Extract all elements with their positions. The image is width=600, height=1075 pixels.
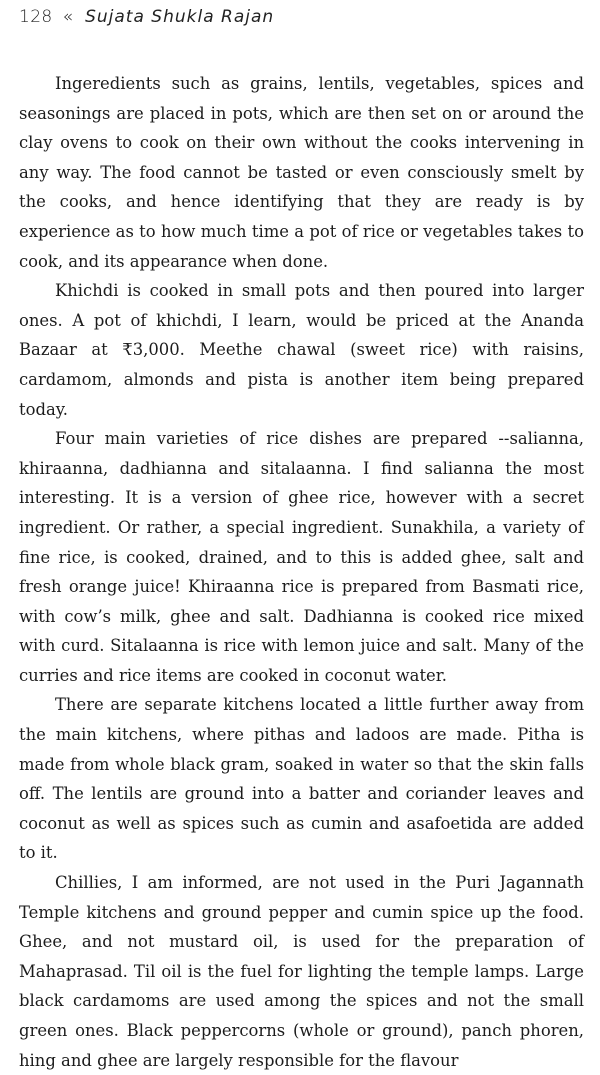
paragraph: Ingeredients such as grains, lentils, vegetables, spices and seasonings are placed in pots, which are then set on or around the clay ovens to cook on their own without the cooks intervening in any way. The food cannot be tasted or even consciously smelt by the cooks, and hence identifying that they are ready is by experience as to how much time a pot of rice or vegetables takes to cook, and its appearance when done. <box>19 74 584 271</box>
author-name: Sujata Shukla Rajan <box>85 7 275 27</box>
body-text <box>19 69 584 1075</box>
header-separator: « <box>62 7 74 27</box>
page-number: 128 <box>19 7 53 27</box>
paragraph: Khichdi is cooked in small pots and then poured into larger ones. A pot of khichdi, I learn, would be priced at the Ananda Bazaar at ₹3,000. Meethe chawal (sweet rice) with raisins, cardamom, almonds and pista is another item being prepared today. <box>19 281 584 419</box>
paragraph: Four main varieties of rice dishes are prepared --salianna, khiraanna, dadhianna and sitalaanna. I find salianna the most interesting. It is a version of ghee rice, however with a secret ingredient. Or rather, a special ingredient. Sunakhila, a variety of fine rice, is cooked, drained, and to this is added ghee, salt and fresh orange juice! Khiraanna rice is prepared from Basmati rice, with cow’s milk, ghee and salt. Dadhianna is cooked rice mixed with curd. Sitalaanna is rice with lemon juice and salt. Many of the curries and rice items are cooked in coconut water. <box>19 429 584 685</box>
paragraph: There are separate kitchens located a little further away from the main kitchens, where pithas and ladoos are made. Pitha is made from whole black gram, soaked in water so that the skin falls off. The lentils are ground into a batter and coriander leaves and coconut as well as spices such as cumin and asafoetida are added to it. <box>19 695 584 863</box>
running-header <box>19 0 584 37</box>
paragraph: Chillies, I am informed, are not used in the Puri Jagannath Temple kitchens and ground pepper and cumin spice up the food. Ghee, and not mustard oil, is used for the preparation of Mahaprasad. Til oil is the fuel for lighting the temple lamps. Large black cardamoms are used among the spices and not the small green ones. Black peppercorns (whole or ground), panch phoren, hing and ghee are largely responsible for the flavour <box>19 873 584 1070</box>
